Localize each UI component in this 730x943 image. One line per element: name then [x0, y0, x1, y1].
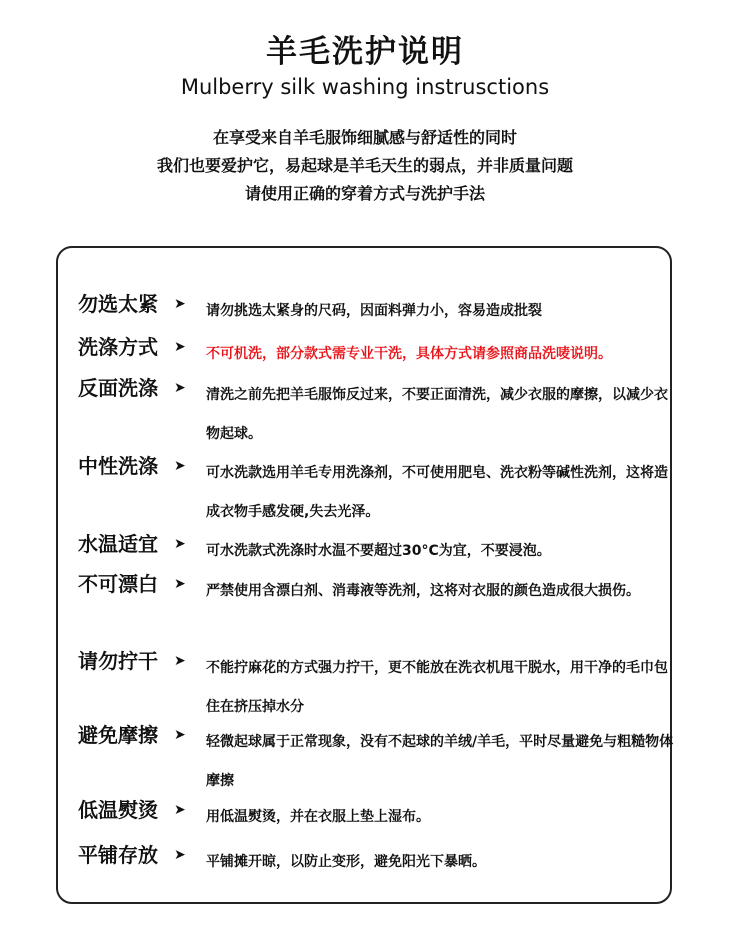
instruction-text: 严禁使用含漂白剂、消毒液等洗剂，这将对衣服的颜色造成很大损伤。 — [206, 583, 640, 599]
instruction-text: 可水洗款式洗涤时水温不要超过30°C为宜，不要浸泡。 — [206, 543, 551, 559]
instruction-label: 中性洗涤 — [78, 454, 158, 478]
instruction-text: 平铺摊开晾，以防止变形，避免阳光下暴晒。 — [206, 854, 486, 870]
arrow-right-icon: ➤ — [174, 576, 186, 592]
page-subtitle: Mulberry silk washing instrusctions — [180, 75, 550, 99]
instruction-label: 避免摩擦 — [78, 723, 158, 747]
instructions-box — [56, 246, 672, 904]
instruction-label: 请勿拧干 — [78, 649, 158, 673]
instruction-text: 可水洗款选用羊毛专用洗涤剂，不可使用肥皂、洗衣粉等碱性洗剂，这将造成衣物手感发硬,失去光泽。 — [206, 465, 668, 520]
arrow-right-icon: ➤ — [174, 727, 186, 743]
instruction-label: 不可漂白 — [78, 572, 158, 596]
arrow-right-icon: ➤ — [174, 536, 186, 552]
intro-line: 请使用正确的穿着方式与洗护手法 — [244, 184, 485, 203]
instruction-text: 用低温熨烫，并在衣服上垫上湿布。 — [206, 809, 430, 825]
arrow-right-icon: ➤ — [174, 296, 186, 312]
instruction-label: 洗涤方式 — [78, 335, 158, 359]
instruction-label: 勿选太紧 — [78, 292, 158, 316]
instruction-label: 水温适宜 — [78, 532, 158, 556]
intro-line: 我们也要爱护它，易起球是羊毛天生的弱点，并非质量问题 — [156, 156, 573, 175]
arrow-right-icon: ➤ — [174, 339, 186, 355]
instruction-text: 不可机洗，部分款式需专业干洗，具体方式请参照商品洗唛说明。 — [206, 346, 612, 362]
instruction-text: 清洗之前先把羊毛服饰反过来，不要正面清洗，减少衣服的摩擦，以减少衣物起球。 — [206, 387, 668, 442]
page-title: 羊毛洗护说明 — [266, 34, 464, 70]
arrow-right-icon: ➤ — [174, 802, 186, 818]
instruction-label: 反面洗涤 — [78, 376, 158, 400]
intro-line: 在享受来自羊毛服饰细腻感与舒适性的同时 — [212, 128, 517, 147]
arrow-right-icon: ➤ — [174, 458, 186, 474]
intro-paragraph — [0, 124, 730, 208]
instruction-text: 轻微起球属于正常现象，没有不起球的羊绒/羊毛，平时尽量避免与粗糙物体摩擦 — [206, 734, 674, 789]
instruction-text: 不能拧麻花的方式强力拧干，更不能放在洗衣机甩干脱水，用干净的毛巾包住在挤压掉水分 — [206, 660, 668, 715]
arrow-right-icon: ➤ — [174, 653, 186, 669]
arrow-right-icon: ➤ — [174, 380, 186, 396]
instruction-label: 平铺存放 — [78, 843, 158, 867]
arrow-right-icon: ➤ — [174, 847, 186, 863]
instruction-label: 低温熨烫 — [78, 798, 158, 822]
instruction-text: 请勿挑选太紧身的尺码，因面料弹力小，容易造成批裂 — [206, 303, 542, 319]
